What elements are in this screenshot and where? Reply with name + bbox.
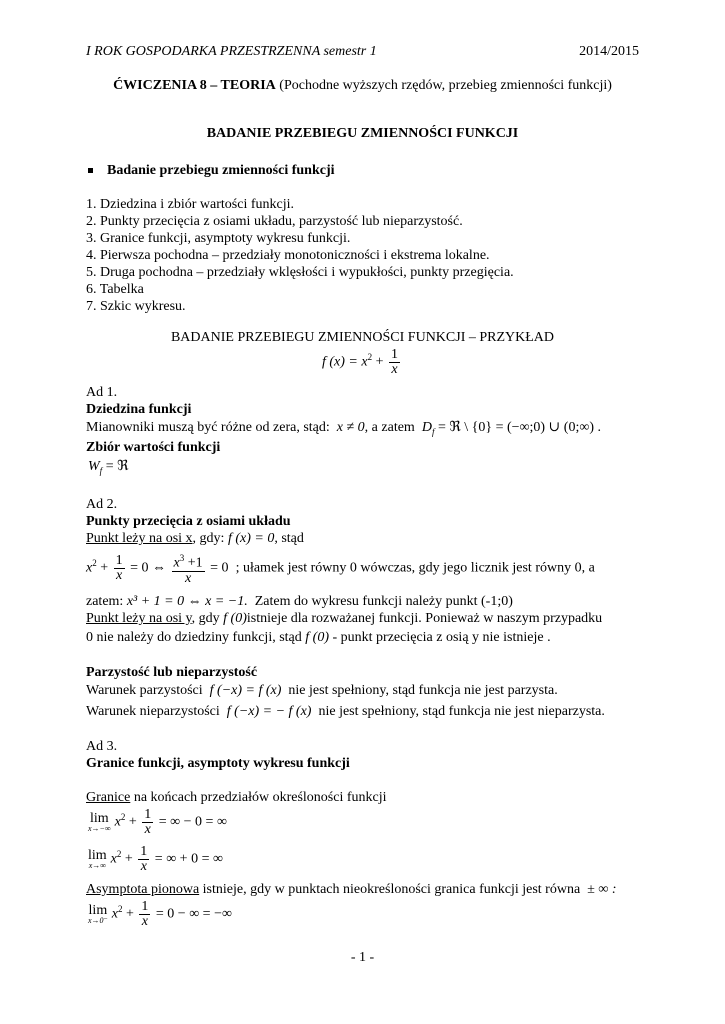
granice-text: na końcach przedziałów określoności funkcji (133, 790, 387, 805)
range-formula: $W_f$ = ℜ (88, 459, 129, 476)
parity-line-2 (86, 704, 605, 720)
limit-2-sub: x→∞ (88, 861, 106, 870)
example-heading: BADANIE PRZEBIEGU ZMIENNOŚCI FUNKCJI – PRZYKŁAD (170, 330, 555, 345)
limit-3-sub: x→0⁻ (88, 916, 108, 925)
yaxis-text: , gdy (191, 611, 220, 626)
parity1-text: Warunek parzystości (86, 683, 203, 698)
formula-den: x (391, 362, 398, 377)
header-left: I ROK GOSPODARKA PRZESTRZENNA semestr 1 (86, 44, 377, 59)
xaxis-equation: $x^2$ + $\frac{1}{x}$ = 0 ⇔ $\frac{x^3 +1}{x}$ = 0 ; ułamek jest równy 0 wówczas, gdy jego licznik jest równy 0, a (86, 552, 595, 586)
granice-label: Granice (86, 790, 131, 805)
formula-num: 1 (391, 347, 398, 362)
bullet-item (88, 163, 335, 179)
parity1-tail: nie jest spełniony, stąd funkcja nie jest parzysta. (288, 683, 558, 698)
parity2-math: f (−x) = − f (x) (226, 704, 312, 719)
page-number: - 1 - (350, 950, 375, 965)
list-item: 7. Szkic wykresu. (86, 299, 186, 314)
title-main: ĆWICZENIA 8 – TEORIA (113, 78, 276, 93)
header-right: 2014/2015 (579, 44, 639, 59)
yaxis-line2 (86, 630, 551, 646)
section-heading: BADANIE PRZEBIEGU ZMIENNOŚCI FUNKCJI (206, 126, 519, 141)
domain-condition: x ≠ 0 (336, 420, 365, 435)
range-symbol: W (88, 459, 100, 474)
parity2-text: Warunek nieparzystości (86, 704, 220, 719)
granice-line (86, 790, 387, 806)
page-title (0, 78, 725, 94)
bullet-label: Badanie przebiegu zmienności funkcji (107, 163, 335, 178)
zatem-label: zatem: (86, 594, 124, 609)
list-item: 3. Granice funkcji, asymptoty wykresu funkcji. (86, 231, 351, 246)
xaxis-condition: f (x) = 0 (227, 531, 275, 546)
formula-lhs: f (x) = x (322, 354, 368, 370)
domain-set: = ℜ \ {0} = (−∞;0) ∪ (0;∞) . (434, 420, 601, 435)
bullet-square-icon (88, 168, 93, 173)
xaxis-line (86, 531, 304, 547)
zatem-math: x³ + 1 = 0 ⇔ x = −1. (126, 594, 248, 609)
asymptote-text: istnieje, gdy w punktach nieokreśloności granica funkcji jest równa (202, 882, 581, 897)
ad3-label: Ad 3. (86, 739, 118, 754)
xaxis-label: Punkt leży na osi x (86, 531, 193, 546)
list-item: 5. Druga pochodna – przedziały wklęsłości i wypukłości, punkty przegięcia. (86, 265, 514, 280)
yaxis-label: Punkt leży na osi y (86, 611, 192, 626)
yaxis-tail: istnieje dla rozważanej funkcji. Ponieważ w naszym przypadku (246, 611, 603, 626)
asymptote-label: Asymptota pionowa (86, 882, 200, 897)
domain-line: Mianowniki muszą być różne od zera, stąd: x ≠ 0, a zatem $D_f$ = ℜ \ {0} = (−∞;0) ∪ (0;∞) . (86, 420, 601, 437)
list-item: 2. Punkty przecięcia z osiami układu, parzystość lub nieparzystość. (86, 214, 463, 229)
parity1-math: f (−x) = f (x) (209, 683, 282, 698)
ad2-title: Punkty przecięcia z osiami układu (86, 514, 291, 529)
limit-2-result: = ∞ + 0 = ∞ (154, 851, 223, 867)
steps-list (86, 196, 514, 315)
yaxis-line2-tail: - punkt przecięcia z osią y nie istnieje . (332, 630, 551, 645)
domain-symbol: D (421, 420, 432, 435)
domain-text2: , a zatem (364, 420, 415, 435)
limit-1: lim x→−∞ $x^2$ + $\frac{1}{x}$ = ∞ − 0 = ∞ (88, 807, 227, 837)
zatem-line (86, 594, 513, 610)
yaxis-line2-math: f (0) (305, 630, 329, 645)
asymptote-line (86, 882, 617, 898)
range-title: Zbiór wartości funkcji (86, 440, 221, 455)
list-item: 6. Tabelka (86, 282, 144, 297)
yaxis-line2-text: 0 nie należy do dziedziny funkcji, stąd (86, 630, 302, 645)
parity-line-1 (86, 683, 558, 699)
ad1-label: Ad 1. (86, 385, 118, 400)
limit-3: lim x→0⁻ $x^2$ + $\frac{1}{x}$ = 0 − ∞ = −∞ (88, 899, 232, 929)
zatem-tail: Zatem do wykresu funkcji należy punkt (-1;0) (254, 594, 513, 609)
title-sub: (Pochodne wyższych rzędów, przebieg zmienności funkcji) (279, 78, 612, 93)
main-formula: f $(x) = x^2$ + $\frac{1}{x}$ (322, 347, 398, 377)
xaxis-tail: , stąd (274, 531, 304, 546)
limit-2: lim x→∞ $x^2$ + $\frac{1}{x}$ = ∞ + 0 = ∞ (88, 844, 223, 874)
limit-1-result: = ∞ − 0 = ∞ (158, 814, 227, 830)
list-item: 4. Pierwsza pochodna – przedziały monotoniczności i ekstrema lokalne. (86, 248, 490, 263)
formula-plus: + (375, 354, 384, 370)
ad2-label: Ad 2. (86, 497, 118, 512)
asymptote-math: ± ∞ : (587, 882, 617, 897)
range-set: = ℜ (102, 459, 129, 474)
xaxis-text: , gdy: (192, 531, 225, 546)
domain-text: Mianowniki muszą być różne od zera, stąd: (86, 420, 330, 435)
yaxis-line (86, 611, 602, 627)
equation-tail: ; ułamek jest równy 0 wówczas, gdy jego licznik jest równy 0, a (235, 560, 595, 576)
parity-title: Parzystość lub nieparzystość (86, 665, 258, 680)
yaxis-math: f (0) (223, 611, 247, 626)
parity2-tail: nie jest spełniony, stąd funkcja nie jest nieparzysta. (318, 704, 605, 719)
domain-title: Dziedzina funkcji (86, 402, 192, 417)
ad3-title: Granice funkcji, asymptoty wykresu funkcji (86, 756, 350, 771)
limit-1-sub: x→−∞ (88, 824, 111, 833)
limit-3-result: = 0 − ∞ = −∞ (155, 906, 232, 922)
list-item: 1. Dziedzina i zbiór wartości funkcji. (86, 197, 294, 212)
